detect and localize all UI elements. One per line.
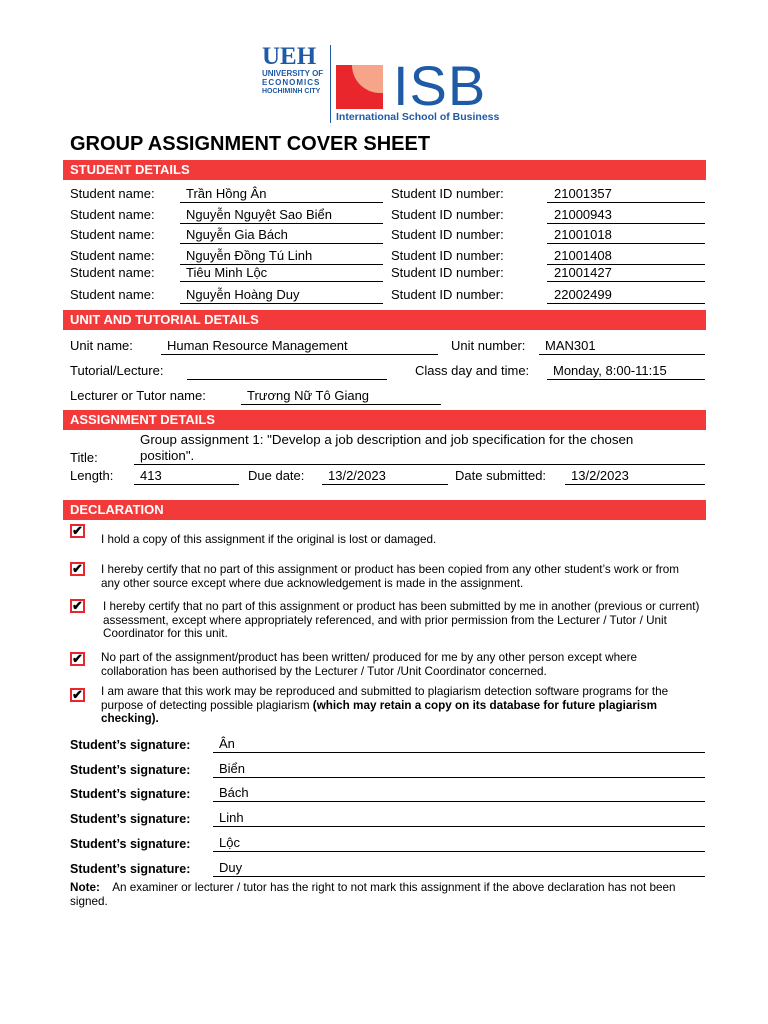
ueh-logo-text: UEH bbox=[262, 43, 317, 70]
length-label: Length: bbox=[70, 468, 114, 483]
due-date-value: 13/2/2023 bbox=[322, 468, 448, 485]
student-name-label: Student name: bbox=[70, 265, 155, 280]
declaration-item bbox=[101, 685, 701, 726]
student-id-label: Student ID number: bbox=[391, 287, 504, 302]
student-name-value: Tiêu Minh Lộc bbox=[180, 265, 383, 282]
student-id-value: 21001427 bbox=[547, 265, 705, 282]
declaration-checkbox[interactable]: ✔ bbox=[70, 652, 85, 666]
student-id-label: Student ID number: bbox=[391, 186, 504, 201]
isb-logo-mark bbox=[336, 65, 386, 110]
note bbox=[70, 881, 705, 909]
student-details-header: STUDENT DETAILS bbox=[63, 160, 706, 180]
title-label: Title: bbox=[70, 450, 98, 465]
student-name-value: Nguyễn Hoàng Duy bbox=[180, 287, 383, 304]
lecturer-value: Trương Nữ Tô Giang bbox=[241, 388, 441, 405]
signature-label: Student’s signature: bbox=[70, 787, 191, 801]
declaration-item: I hereby certify that no part of this assignment or product has been submitted by me in another (previous or current) assessment, except where appropriately referenced, and with prior permission from the Lecturer / Tutor / Unit Coordinator for this unit. bbox=[103, 600, 700, 640]
class-day-label: Class day and time: bbox=[415, 363, 530, 378]
date-submitted-label: Date submitted: bbox=[455, 468, 547, 483]
due-date-label: Due date: bbox=[248, 468, 305, 483]
declaration-item-bold: (which may retain a copy on its database for future plagiarism checking). bbox=[101, 698, 658, 725]
ueh-logo bbox=[262, 45, 328, 103]
student-id-value: 21001018 bbox=[547, 227, 705, 244]
signature-label: Student’s signature: bbox=[70, 812, 191, 826]
student-name-label: Student name: bbox=[70, 227, 155, 242]
unit-details-header: UNIT AND TUTORIAL DETAILS bbox=[63, 310, 706, 330]
student-id-value: 21001408 bbox=[547, 248, 705, 265]
signature-value: Ân bbox=[213, 736, 705, 753]
student-name-label: Student name: bbox=[70, 207, 155, 222]
ueh-logo-line2: ECONOMICS bbox=[262, 78, 321, 87]
student-name-value: Nguyễn Nguyệt Sao Biển bbox=[180, 207, 383, 224]
student-id-label: Student ID number: bbox=[391, 227, 504, 242]
date-submitted-value: 13/2/2023 bbox=[565, 468, 705, 485]
signature-value: Bách bbox=[213, 785, 705, 802]
tutorial-label: Tutorial/Lecture: bbox=[70, 363, 164, 378]
ueh-logo-line1: UNIVERSITY OF bbox=[262, 69, 324, 78]
declaration-item: I hereby certify that no part of this assignment or product has been copied from any other student’s work or from any other source except where due acknowledgement is made in the assignment. bbox=[101, 563, 679, 590]
declaration-header: DECLARATION bbox=[63, 500, 706, 520]
unit-name-label: Unit name: bbox=[70, 338, 133, 353]
unit-number-label: Unit number: bbox=[451, 338, 526, 353]
ueh-logo-line3: HOCHIMINH CITY bbox=[262, 88, 321, 95]
student-name-label: Student name: bbox=[70, 186, 155, 201]
student-id-value: 22002499 bbox=[547, 287, 705, 304]
student-name-value: Nguyễn Gia Bách bbox=[180, 227, 383, 244]
student-id-label: Student ID number: bbox=[391, 207, 504, 222]
declaration-item-text: I am aware that this work may be reproduced and submitted to plagiarism detection software programs for the purpose of detecting possible plagiarism bbox=[101, 685, 669, 712]
student-id-value: 21000943 bbox=[547, 207, 705, 224]
declaration-checkbox[interactable]: ✔ bbox=[70, 562, 85, 576]
declaration-checkbox[interactable]: ✔ bbox=[70, 688, 85, 702]
student-name-value: Trần Hồng Ân bbox=[180, 186, 383, 203]
signature-label: Student’s signature: bbox=[70, 763, 191, 777]
signature-value: Biển bbox=[213, 761, 705, 778]
student-id-label: Student ID number: bbox=[391, 248, 504, 263]
student-name-label: Student name: bbox=[70, 248, 155, 263]
page-title: GROUP ASSIGNMENT COVER SHEET bbox=[70, 133, 431, 155]
logo-divider bbox=[330, 45, 331, 123]
note-label: Note: bbox=[70, 881, 100, 894]
declaration-checkbox[interactable]: ✔ bbox=[70, 599, 85, 613]
signature-label: Student’s signature: bbox=[70, 862, 191, 876]
length-value: 413 bbox=[134, 468, 239, 485]
assignment-title-line1: Group assignment 1: "Develop a job description and job specification for the chosen bbox=[140, 432, 634, 447]
signature-value: Duy bbox=[213, 860, 705, 877]
lecturer-label: Lecturer or Tutor name: bbox=[70, 388, 206, 403]
assignment-title-value bbox=[134, 432, 705, 465]
signature-label: Student’s signature: bbox=[70, 837, 191, 851]
declaration-item: No part of the assignment/product has been written/ produced for me by any other person except where collaboration has been authorised by the Lecturer / Tutor /Unit Coordinator concerned. bbox=[101, 651, 637, 678]
signature-value: Lộc bbox=[213, 835, 705, 852]
signature-value: Linh bbox=[213, 810, 705, 827]
student-id-value: 21001357 bbox=[547, 186, 705, 203]
note-text: An examiner or lecturer / tutor has the right to not mark this assignment if the above declaration has not been signed. bbox=[70, 881, 676, 908]
unit-name-value: Human Resource Management bbox=[161, 338, 438, 355]
declaration-checkbox[interactable]: ✔ bbox=[70, 524, 85, 538]
student-id-label: Student ID number: bbox=[391, 265, 504, 280]
class-day-value: Monday, 8:00-11:15 bbox=[547, 363, 705, 380]
assignment-details-header: ASSIGNMENT DETAILS bbox=[63, 410, 706, 430]
tutorial-value bbox=[187, 363, 387, 380]
signature-label: Student’s signature: bbox=[70, 738, 191, 752]
student-name-label: Student name: bbox=[70, 287, 155, 302]
isb-logo-text: ISB bbox=[393, 54, 487, 117]
unit-number-value: MAN301 bbox=[539, 338, 705, 355]
assignment-title-line2: position". bbox=[140, 448, 195, 463]
declaration-item: I hold a copy of this assignment if the original is lost or damaged. bbox=[101, 533, 437, 546]
isb-logo-subtitle: International School of Business bbox=[336, 111, 500, 123]
student-name-value: Nguyễn Đồng Tú Linh bbox=[180, 248, 383, 265]
